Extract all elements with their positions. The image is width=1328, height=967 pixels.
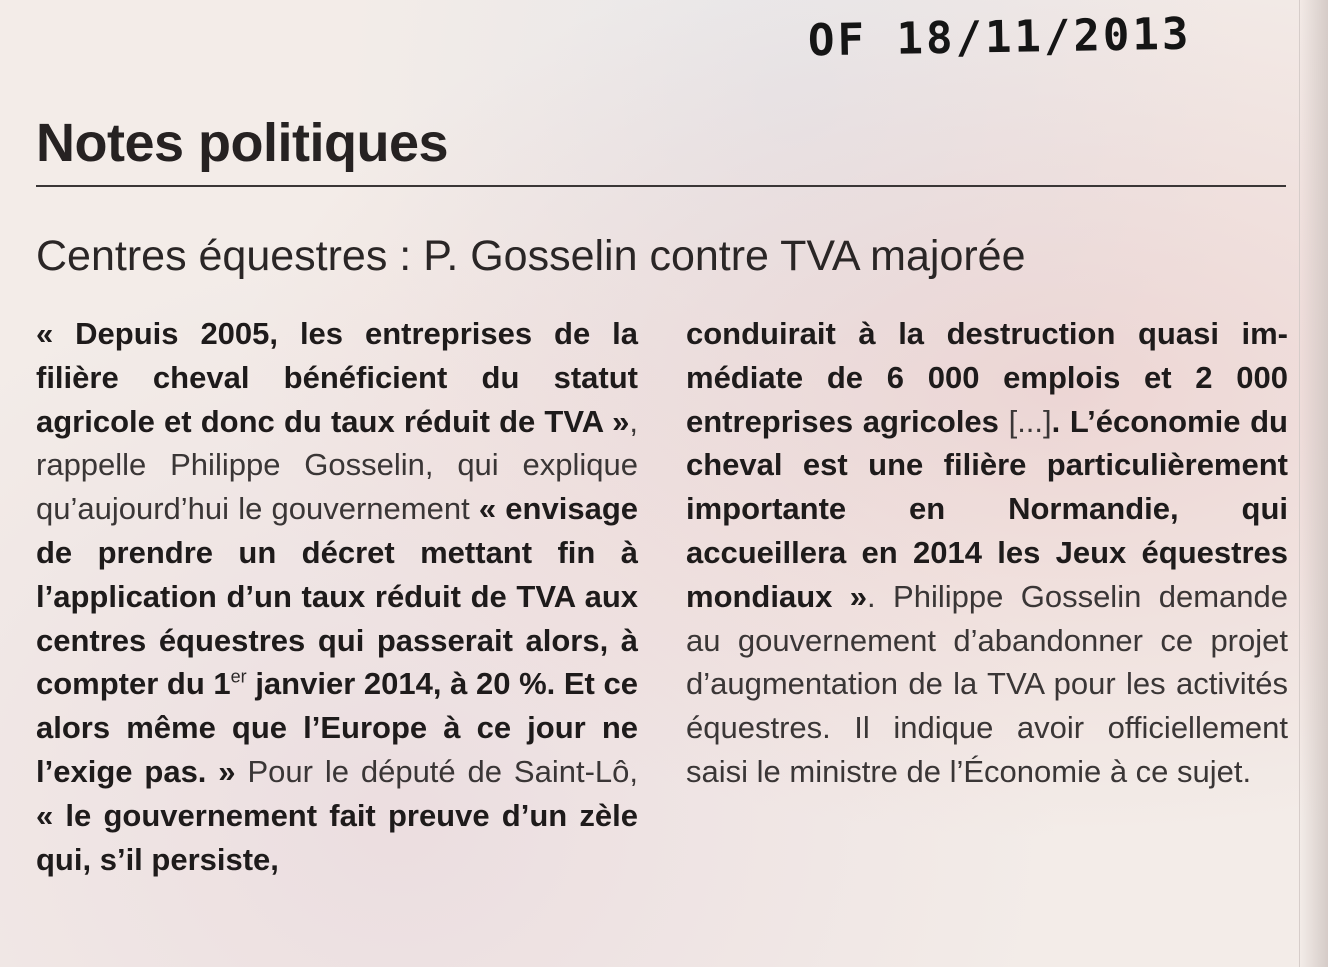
quote-text: janvier 2014, à 20 %. Et ce alors même que l’Europe à ce jour ne l’exige pas. » [36, 666, 638, 789]
article-paragraph [686, 312, 1288, 794]
quote-text: « envisage de prendre un décret mettant fin à l’application d’un taux réduit de TVA aux centres équestres qui passerait alors, à compter du 1 [36, 491, 638, 702]
handwritten-date-stamp: OF 18/11/2013 [807, 8, 1192, 67]
body-text: Pour le député de Saint-Lô, [235, 753, 639, 789]
body-text: , rappelle Philippe Gosselin, qui explique qu’aujourd’hui le gouvernement [36, 403, 638, 527]
clipping-edge [1299, 0, 1328, 967]
article-paragraph [36, 312, 638, 881]
quote-text: conduirait à la destruction quasi immédiate de 6 000 emplois et 2 000 entreprises agricoles [686, 316, 1288, 439]
section-title: Notes politiques [36, 113, 449, 173]
quote-text: « Depuis 2005, les entreprises de la filière cheval bénéficient du statut agricole et donc du taux réduit de TVA » [36, 316, 638, 439]
title-divider [36, 185, 1286, 187]
quote-text: . L’économie du cheval est une filière particulièrement importante en Normandie, qui accueillera en 2014 les Jeux équestres mondiaux » [686, 403, 1288, 614]
article-column-left [36, 312, 638, 881]
ellipsis-text: [...] [1008, 403, 1052, 439]
ordinal-suffix: er [230, 667, 247, 688]
quote-text: « le gouvernement fait preuve d’un zèle qui, s’il persiste, [36, 797, 638, 877]
article-headline: Centres équestres : P. Gosselin contre TVA majorée [36, 232, 1026, 280]
article-column-right [686, 312, 1288, 794]
body-text: . Philippe Gosselin demande au gouvernement d’abandonner ce projet d’augmentation de la TVA pour les activités équestres. Il indique avoir officiellement saisi le ministre de l’Économie à ce sujet. [686, 578, 1288, 789]
